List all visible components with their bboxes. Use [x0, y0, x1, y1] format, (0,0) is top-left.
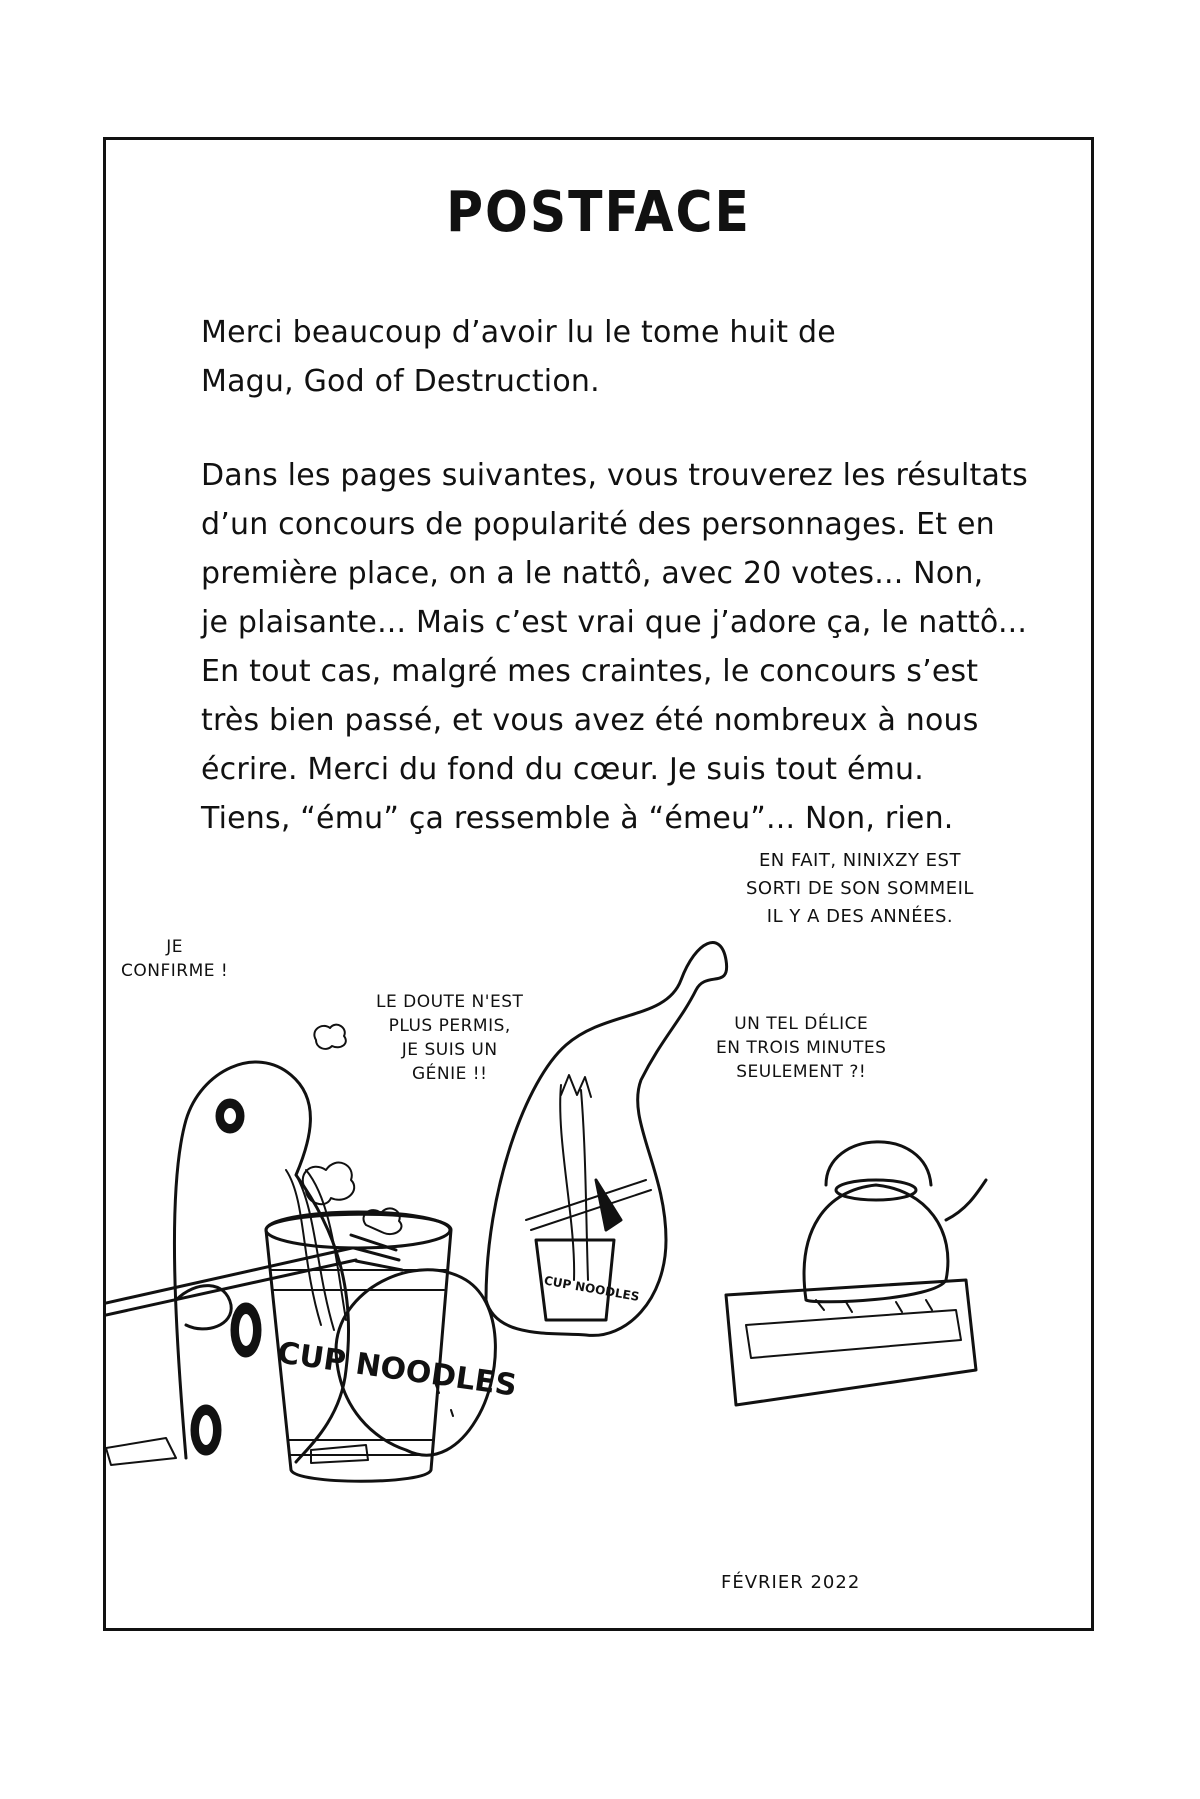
left-creature-illustration — [106, 1062, 402, 1465]
bubble-line: JE SUIS UN — [401, 1040, 498, 1060]
text-line: très bien passé, et vous avez été nombreux à nous — [201, 703, 979, 738]
text-line: écrire. Merci du fond du cœur. Je suis tout ému. — [201, 752, 924, 787]
text-line: je plaisante... Mais c’est vrai que j’adore ça, le nattô... — [201, 605, 1028, 640]
bubble-line: SEULEMENT ?! — [736, 1062, 867, 1082]
cup-label-small: CUP NOODLES — [542, 1273, 641, 1304]
cup-label-big: CUP NOODLES — [275, 1335, 519, 1404]
text-line: Dans les pages suivantes, vous trouverez les résultats — [201, 458, 1028, 493]
bubble-line: GÉNIE !! — [411, 1064, 488, 1084]
text-line: Merci beaucoup d’avoir lu le tome huit de — [201, 315, 836, 350]
kettle-on-stove-illustration — [726, 1142, 986, 1405]
text-line: Magu, God of Destruction. — [201, 364, 600, 399]
text-line: première place, on a le nattô, avec 20 votes... Non, — [201, 556, 984, 591]
date-signature: FÉVRIER 2022 — [721, 1572, 861, 1593]
bubble-line: PLUS PERMIS, — [388, 1016, 511, 1036]
bubble-line: JE — [166, 937, 183, 957]
bubble-line: IL Y A DES ANNÉES. — [766, 906, 954, 927]
speech-bubble-ninixzy — [746, 847, 974, 931]
postface-frame — [103, 137, 1094, 1631]
bubble-line: EN TROIS MINUTES — [716, 1038, 887, 1058]
bubble-line: LE DOUTE N'EST — [376, 992, 524, 1012]
text-line: d’un concours de popularité des personnages. Et en — [201, 507, 995, 542]
speech-bubble-doute — [376, 990, 523, 1086]
speech-bubble-delice — [716, 1012, 886, 1084]
page-title: POSTFACE — [446, 180, 751, 245]
bubble-line: UN TEL DÉLICE — [734, 1014, 869, 1034]
bubble-line: EN FAIT, NINIXZY EST — [758, 850, 961, 871]
bubble-line: CONFIRME ! — [121, 961, 229, 981]
text-line: Tiens, “ému” ça ressemble à “émeu”... Non, rien. — [201, 801, 954, 836]
speech-bubble-confirme — [121, 935, 228, 983]
text-line: En tout cas, malgré mes craintes, le concours s’est — [201, 654, 979, 689]
bubble-line: SORTI DE SON SOMMEIL — [746, 878, 974, 899]
